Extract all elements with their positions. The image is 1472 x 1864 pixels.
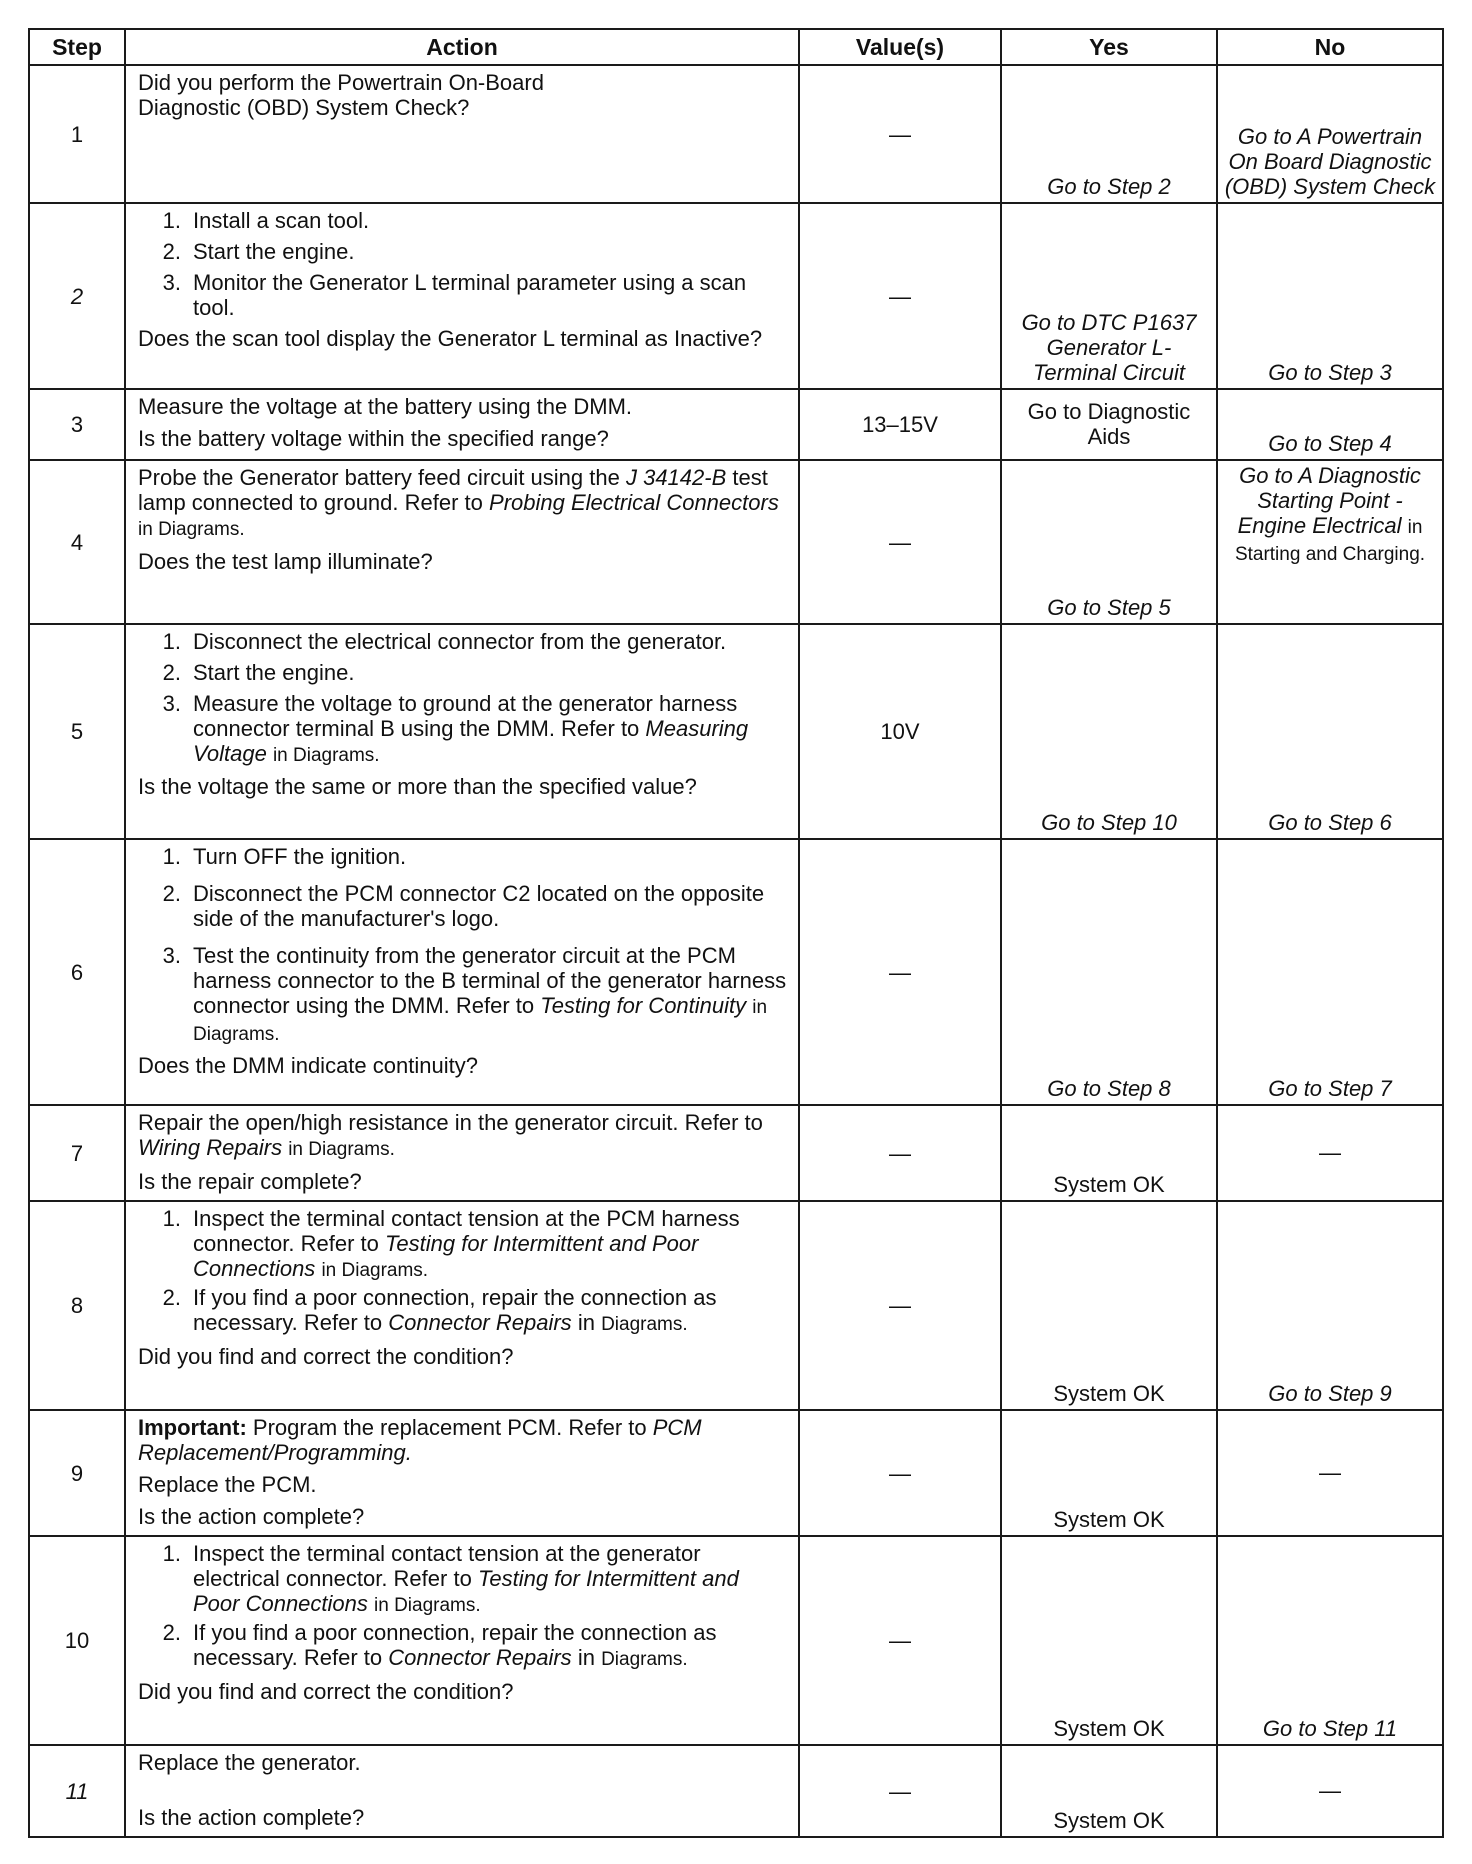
list-item: 1. Disconnect the electrical connector from the generator.	[162, 629, 727, 654]
no-text: Go to Step 9	[1268, 1381, 1392, 1406]
list-item: 3. Test the continuity from the generator circuit at the PCM harness connector to the B terminal of the generator harness connector using the DMM. Refer to Testing for Continuity in Diagrams.	[162, 943, 787, 1045]
action-steps	[138, 1541, 788, 1672]
action-cell	[125, 389, 799, 460]
no-cell	[1217, 839, 1443, 1105]
doc-ref: PCM Replacement/Programming.	[138, 1415, 702, 1465]
doc-ref: Testing for Intermittent and Poor Connections	[193, 1566, 739, 1616]
list-item: 1. Inspect the terminal contact tension at the generator electrical connector. Refer to Testing for Intermittent and Poor Connections in Diagrams.	[162, 1541, 739, 1616]
value-cell: —	[799, 203, 1001, 389]
action-cell	[125, 1201, 799, 1410]
yes-text: Go to Diagnostic Aids	[1027, 399, 1191, 449]
yes-cell	[1001, 203, 1217, 389]
diagnostic-table	[28, 28, 1444, 1838]
table-row	[29, 624, 1443, 839]
action-question: Does the test lamp illuminate?	[138, 549, 433, 574]
list-item: 3. Measure the voltage to ground at the generator harness connector terminal B using the DMM. Refer to Measuring Voltage in Diagrams.	[162, 691, 749, 766]
action-cell	[125, 1745, 799, 1837]
table-row	[29, 1410, 1443, 1536]
action-steps	[138, 629, 788, 768]
doc-ref: Measuring Voltage	[193, 716, 749, 766]
yes-text: System OK	[1053, 1381, 1165, 1406]
action-question: Is the action complete?	[138, 1504, 365, 1529]
value-cell: —	[799, 1201, 1001, 1410]
action-cell	[125, 1410, 799, 1536]
action-cell	[125, 624, 799, 839]
action-steps	[138, 844, 788, 1047]
table-row	[29, 1745, 1443, 1837]
no-cell	[1217, 1745, 1443, 1837]
step-number: 8	[29, 1201, 125, 1410]
yes-cell	[1001, 460, 1217, 624]
value-cell: —	[799, 65, 1001, 203]
action-cell	[125, 460, 799, 624]
no-cell	[1217, 624, 1443, 839]
no-text: Go to Step 6	[1268, 810, 1392, 835]
step-number: 10	[29, 1536, 125, 1745]
no-text: —	[1319, 1140, 1341, 1165]
no-cell	[1217, 460, 1443, 624]
doc-ref: Connector Repairs	[388, 1645, 572, 1670]
table-row	[29, 65, 1443, 203]
yes-cell	[1001, 1201, 1217, 1410]
table-row	[29, 460, 1443, 624]
doc-ref: Probing Electrical Connectors	[489, 490, 779, 515]
action-text: Replace the generator.	[138, 1750, 361, 1775]
doc-ref: Connector Repairs	[388, 1310, 572, 1335]
table-row	[29, 839, 1443, 1105]
no-text: Go to Step 11	[1262, 1716, 1398, 1741]
action-question: Did you find and correct the condition?	[138, 1344, 514, 1369]
action-text: Measure the voltage at the battery using the DMM.	[138, 394, 633, 419]
no-text: Go to Step 4	[1268, 431, 1392, 456]
action-steps	[138, 1206, 788, 1337]
value-cell: —	[799, 1745, 1001, 1837]
action-question: Is the battery voltage within the specified range?	[138, 426, 609, 451]
action-cell	[125, 203, 799, 389]
yes-cell	[1001, 1105, 1217, 1201]
action-steps	[138, 208, 788, 320]
no-text: —	[1319, 1778, 1341, 1803]
step-number: 9	[29, 1410, 125, 1536]
value-cell: —	[799, 1410, 1001, 1536]
value-cell: —	[799, 1105, 1001, 1201]
action-cell	[125, 1105, 799, 1201]
yes-text: Go to Step 5	[1047, 595, 1171, 620]
step-number: 1	[29, 65, 125, 203]
step-number: 2	[29, 203, 125, 389]
header-action: Action	[125, 29, 799, 65]
important-label: Important:	[138, 1415, 247, 1440]
action-cell	[125, 65, 799, 203]
value-cell: —	[799, 839, 1001, 1105]
yes-cell	[1001, 1410, 1217, 1536]
no-cell	[1217, 1410, 1443, 1536]
yes-text: Go to DTC P1637 Generator L-Terminal Circuit	[1021, 310, 1197, 385]
header-yes: Yes	[1001, 29, 1217, 65]
doc-ref: Testing for Intermittent and Poor Connections	[193, 1231, 699, 1281]
no-cell	[1217, 1536, 1443, 1745]
yes-cell	[1001, 65, 1217, 203]
list-item: 2. If you find a poor connection, repair the connection as necessary. Refer to Connector Repairs in Diagrams.	[162, 1285, 717, 1335]
table-row	[29, 1105, 1443, 1201]
no-text: Go to A Powertrain On Board Diagnostic (OBD) System Check	[1224, 124, 1436, 199]
yes-text: System OK	[1053, 1172, 1165, 1197]
action-text: Replace the PCM.	[138, 1472, 317, 1497]
yes-text: Go to Step 2	[1047, 174, 1171, 199]
action-text: Repair the open/high resistance in the generator circuit. Refer to Wiring Repairs in Diagrams.	[138, 1110, 763, 1160]
table-row	[29, 1536, 1443, 1745]
action-question: Is the action complete?	[138, 1805, 365, 1830]
yes-cell	[1001, 389, 1217, 460]
yes-cell	[1001, 624, 1217, 839]
step-number: 7	[29, 1105, 125, 1201]
action-question: Is the repair complete?	[138, 1169, 362, 1194]
yes-text: System OK	[1053, 1507, 1165, 1532]
no-cell	[1217, 203, 1443, 389]
yes-text: System OK	[1053, 1716, 1165, 1741]
action-question: Is the voltage the same or more than the specified value?	[138, 774, 697, 799]
value-cell: —	[799, 460, 1001, 624]
list-item: 1. Turn OFF the ignition.	[162, 844, 407, 869]
action-question: Does the scan tool display the Generator L terminal as Inactive?	[138, 326, 763, 351]
list-item: 2. Disconnect the PCM connector C2 located on the opposite side of the manufacturer's logo.	[162, 881, 765, 931]
no-cell	[1217, 65, 1443, 203]
list-item: 2. If you find a poor connection, repair the connection as necessary. Refer to Connector Repairs in Diagrams.	[162, 1620, 717, 1670]
yes-text: System OK	[1053, 1808, 1165, 1833]
yes-cell	[1001, 1536, 1217, 1745]
action-cell	[125, 1536, 799, 1745]
table-row	[29, 389, 1443, 460]
table-row	[29, 1201, 1443, 1410]
no-text: Go to A Diagnostic Starting Point - Engine Electrical	[1237, 463, 1421, 538]
header-values: Value(s)	[799, 29, 1001, 65]
value-cell: 10V	[799, 624, 1001, 839]
no-cell	[1217, 1201, 1443, 1410]
step-number: 6	[29, 839, 125, 1105]
tool-ref: J 34142-B	[625, 465, 727, 490]
step-number: 4	[29, 460, 125, 624]
important-note: Important: Program the replacement PCM. Refer to PCM Replacement/Programming.	[138, 1415, 702, 1465]
header-row	[29, 29, 1443, 65]
no-cell	[1217, 389, 1443, 460]
list-item: 3. Monitor the Generator L terminal parameter using a scan tool.	[162, 270, 747, 320]
action-text: Probe the Generator battery feed circuit using the J 34142-B test lamp connected to ground. Refer to Probing Electrical Connectors in Diagrams.	[138, 465, 779, 540]
list-item: 1. Inspect the terminal contact tension at the PCM harness connector. Refer to Testing for Intermittent and Poor Connections in Diagrams.	[162, 1206, 740, 1281]
list-item: 2. Start the engine.	[162, 239, 355, 264]
yes-cell	[1001, 1745, 1217, 1837]
action-question: Did you perform the Powertrain On-Board Diagnostic (OBD) System Check?	[138, 70, 544, 120]
step-number: 11	[29, 1745, 125, 1837]
yes-cell	[1001, 839, 1217, 1105]
no-text: —	[1319, 1460, 1341, 1485]
step-number: 5	[29, 624, 125, 839]
list-item: 2. Start the engine.	[162, 660, 355, 685]
action-cell	[125, 839, 799, 1105]
action-question: Does the DMM indicate continuity?	[138, 1053, 478, 1078]
step-number: 3	[29, 389, 125, 460]
table-row	[29, 203, 1443, 389]
no-suffix: in Starting and Charging.	[1234, 517, 1426, 565]
action-question: Did you find and correct the condition?	[138, 1679, 514, 1704]
value-cell: 13–15V	[799, 389, 1001, 460]
doc-ref: Testing for Continuity	[540, 993, 747, 1018]
yes-text: Go to Step 8	[1047, 1076, 1171, 1101]
no-text: Go to Step 7	[1268, 1076, 1392, 1101]
doc-ref: Wiring Repairs	[138, 1135, 283, 1160]
list-item: 1. Install a scan tool.	[162, 208, 370, 233]
header-no: No	[1217, 29, 1443, 65]
no-text: Go to Step 3	[1268, 360, 1392, 385]
yes-text: Go to Step 10	[1041, 810, 1177, 835]
no-cell	[1217, 1105, 1443, 1201]
value-cell: —	[799, 1536, 1001, 1745]
header-step: Step	[29, 29, 125, 65]
